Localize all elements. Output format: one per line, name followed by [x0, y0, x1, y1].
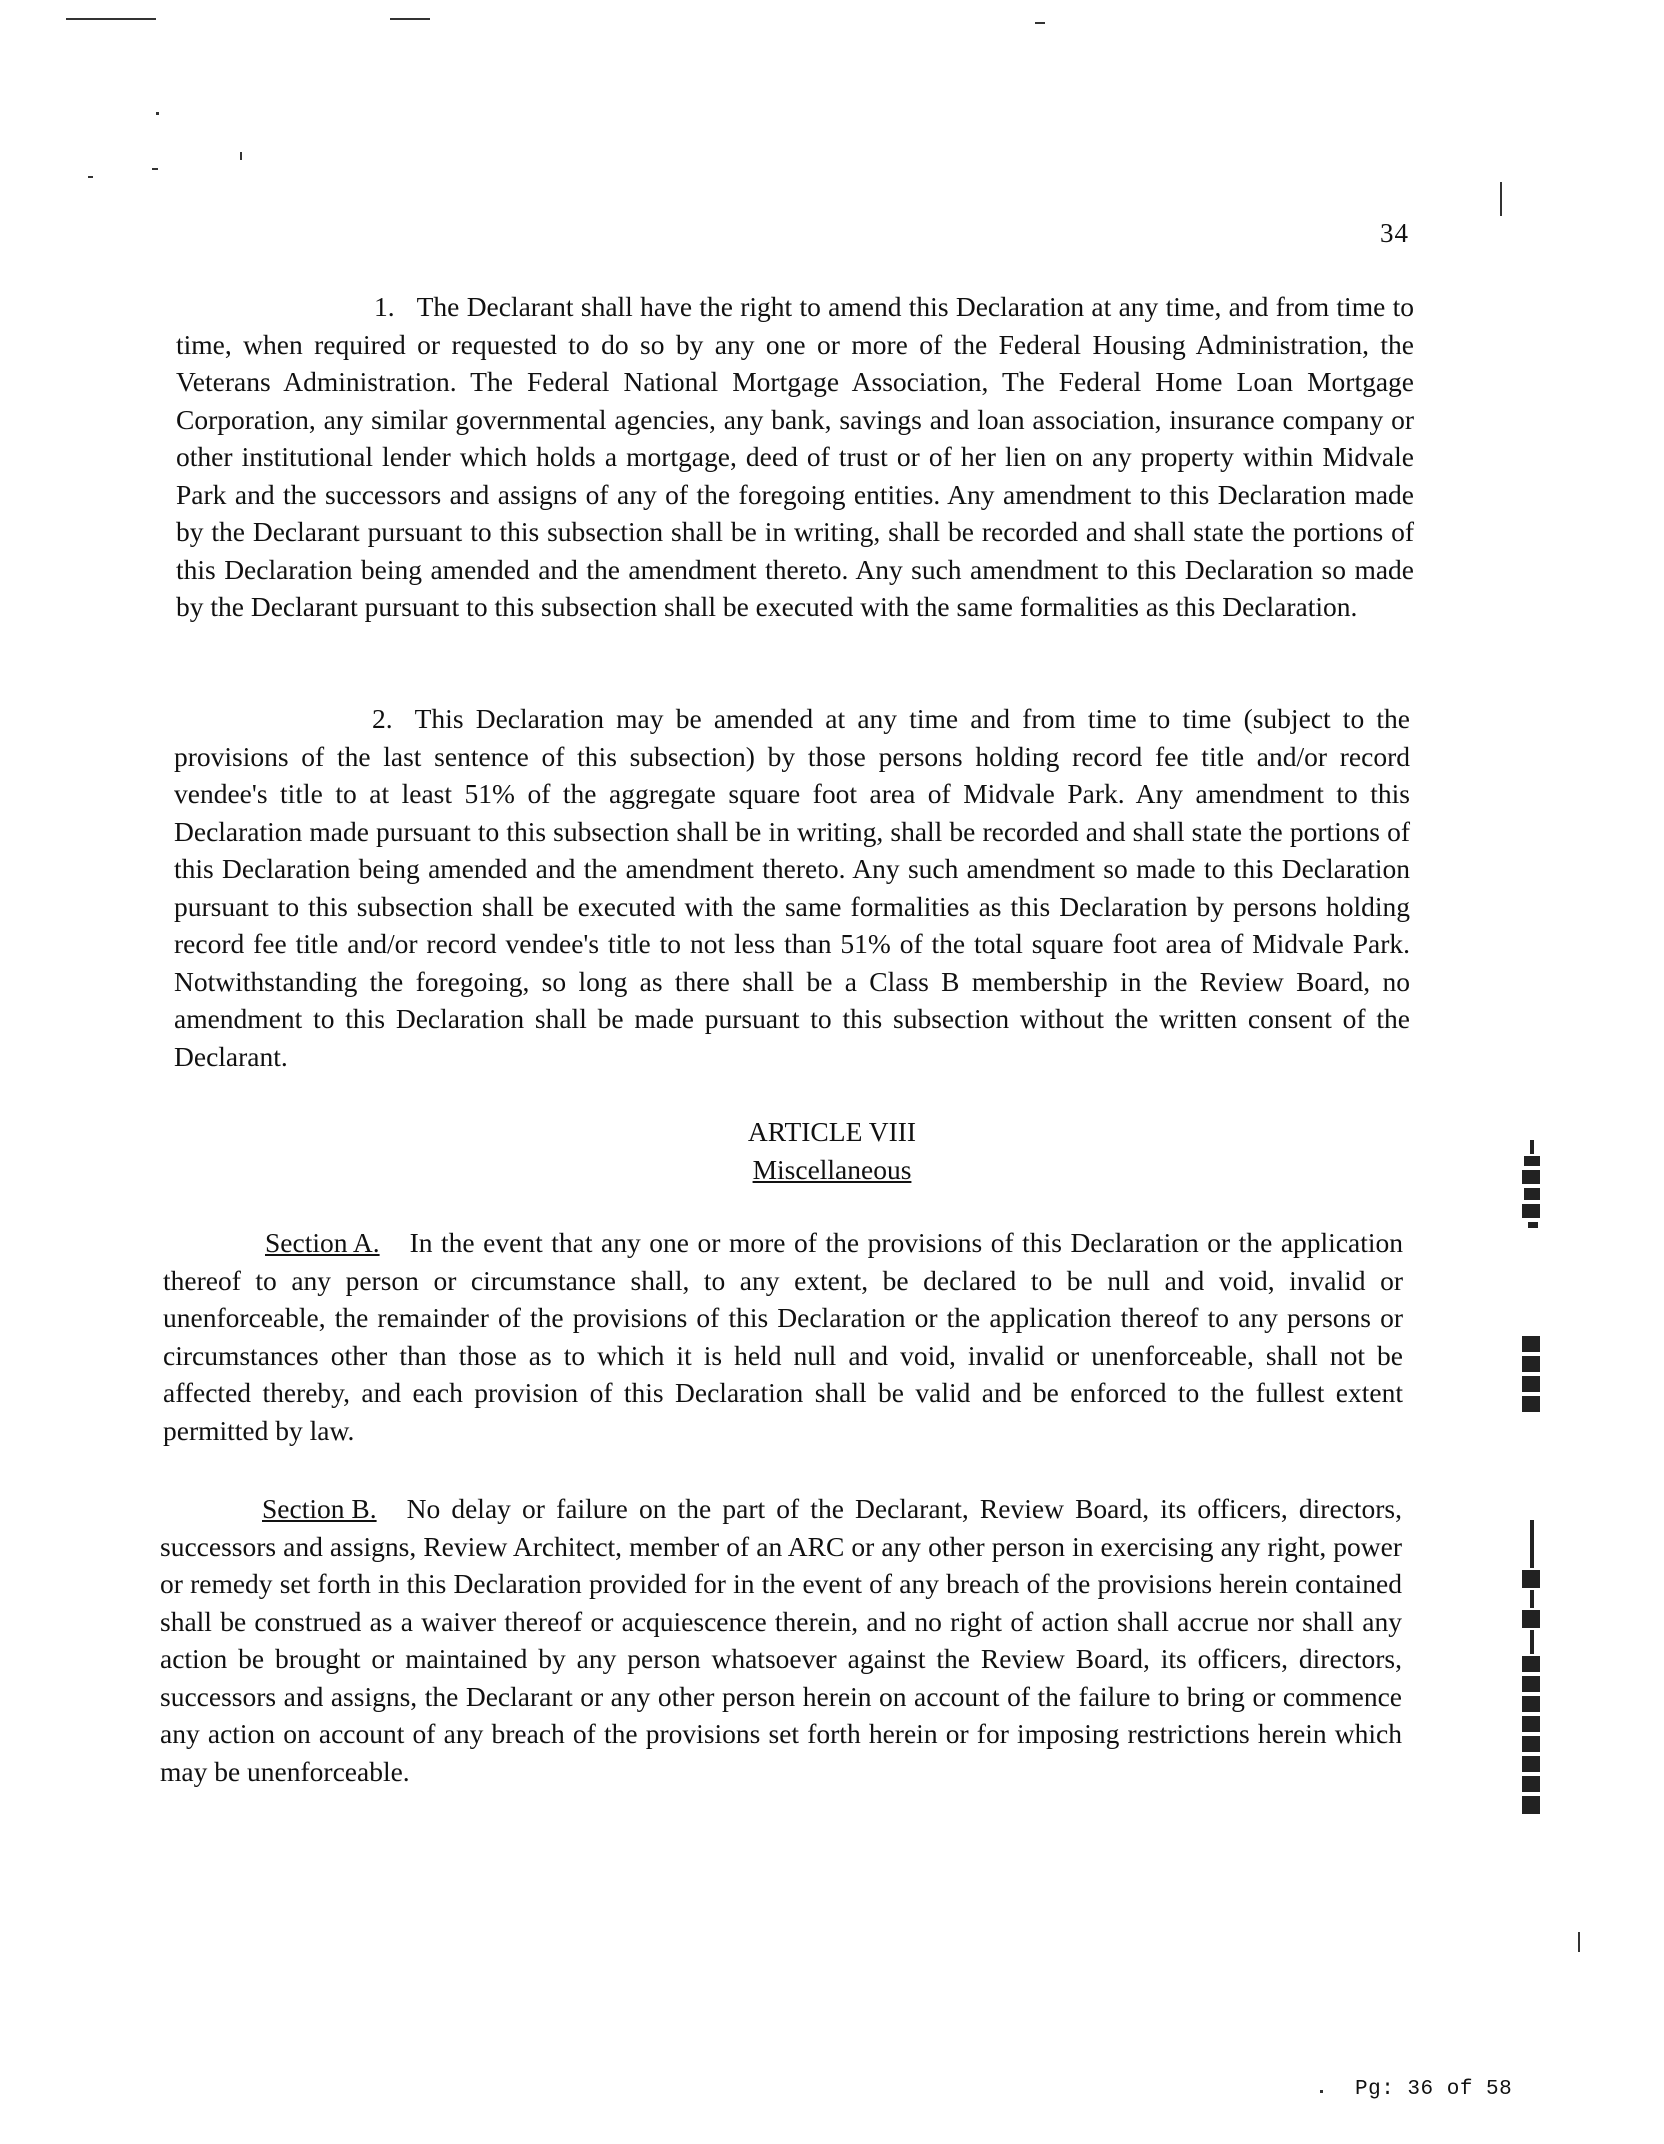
paragraph-text: The Declarant shall have the right to amend this Declaration at any time, and from time to time, when required or requested to do so by any one or more of the Federal Housing Administration, the Veterans Administration. The Federal National Mortgage Association, The Federal Home Loan Mortgage Corporation, any similar governmental agencies, any bank, savings and loan association, insurance company or other institutional lender which holds a mortgage, deed of trust or of her lien on any property within Midvale Park and the successors and assigns of any of the foregoing entities. Any amendment to this Declaration made by the Declarant pursuant to this subsection shall be in writing, shall be recorded and shall state the portions of this Declaration being amended and the amendment thereto. Any such amendment to this Declaration so made by the Declarant pursuant to this subsection shall be executed with the same formalities as this Declaration. — [176, 291, 1414, 622]
scan-mark — [390, 18, 430, 20]
section-label: Section B. — [262, 1493, 377, 1524]
scan-mark — [1500, 182, 1502, 216]
scan-mark — [156, 112, 159, 115]
paragraph-1 — [176, 288, 1414, 626]
scan-mark — [152, 168, 158, 170]
scan-mark — [1035, 22, 1045, 24]
section-text: In the event that any one or more of the provisions of this Declaration or the application thereof to any person or circumstance shall, to any extent, be declared to be null and void, invalid or unenforceable, the remainder of the provisions of this Declaration or the application thereof to any persons or circumstances other than those as to which it is held null and void, invalid or unenforceable, shall not be affected thereby, and each provision of this Declaration shall be valid and be enforced to the fullest extent permitted by law. — [163, 1227, 1403, 1446]
page-number: 34 — [1380, 218, 1409, 248]
section-b — [160, 1490, 1402, 1790]
scan-mark — [66, 18, 156, 20]
scan-mark — [88, 176, 93, 178]
paragraph-number: 2. — [372, 703, 393, 734]
scan-mark — [240, 152, 242, 160]
paragraph-number: 1. — [374, 291, 395, 322]
paragraph-text: This Declaration may be amended at any time and from time to time (subject to the provisions of the last sentence of this subsection) by those persons holding record fee title and/or record vendee's title to at least 51% of the aggregate square foot area of Midvale Park. Any amendment to this Declaration made pursuant to this subsection shall be in writing, shall be recorded and shall state the portions of this Declaration being amended and the amendment thereto. Any such amendment so made to this Declaration pursuant to this subsection shall be executed with the same formalities as this Declaration by persons holding record fee title and/or record vendee's title to not less than 51% of the total square foot area of Midvale Park. Notwithstanding the foregoing, so long as there shall be a Class B membership in the Review Board, no amendment to this Declaration shall be made pursuant to this subsection without the written consent of the Declarant. — [174, 703, 1410, 1072]
section-label: Section A. — [265, 1227, 380, 1258]
section-text: No delay or failure on the part of the Declarant, Review Board, its officers, directors, successors and assigns, Review Architect, member of an ARC or any other person in exercising any right, power or remedy set forth in this Declaration provided for in the event of any breach of the provisions herein contained shall be construed as a waiver thereof or acquiescence therein, and no right of action shall accrue nor shall any action be brought or maintained by any person whatsoever against the Review Board, its officers, directors, successors and assigns, the Declarant or any other person herein on account of the failure to bring or commence any action on account of any breach of the provisions set forth herein or for imposing restrictions herein which may be unenforceable. — [160, 1493, 1402, 1787]
article-subtitle: Miscellaneous — [752, 1154, 912, 1185]
section-a — [163, 1224, 1403, 1449]
article-heading — [0, 1113, 1664, 1189]
paragraph-2 — [174, 700, 1410, 1075]
page-indicator: Pg: 36 of 58 — [1355, 2078, 1513, 2101]
scan-mark — [1578, 1932, 1580, 1952]
scan-mark — [1320, 2090, 1323, 2093]
recording-stamp-image — [1516, 1140, 1550, 1846]
article-title: ARTICLE VIII — [747, 1116, 917, 1147]
